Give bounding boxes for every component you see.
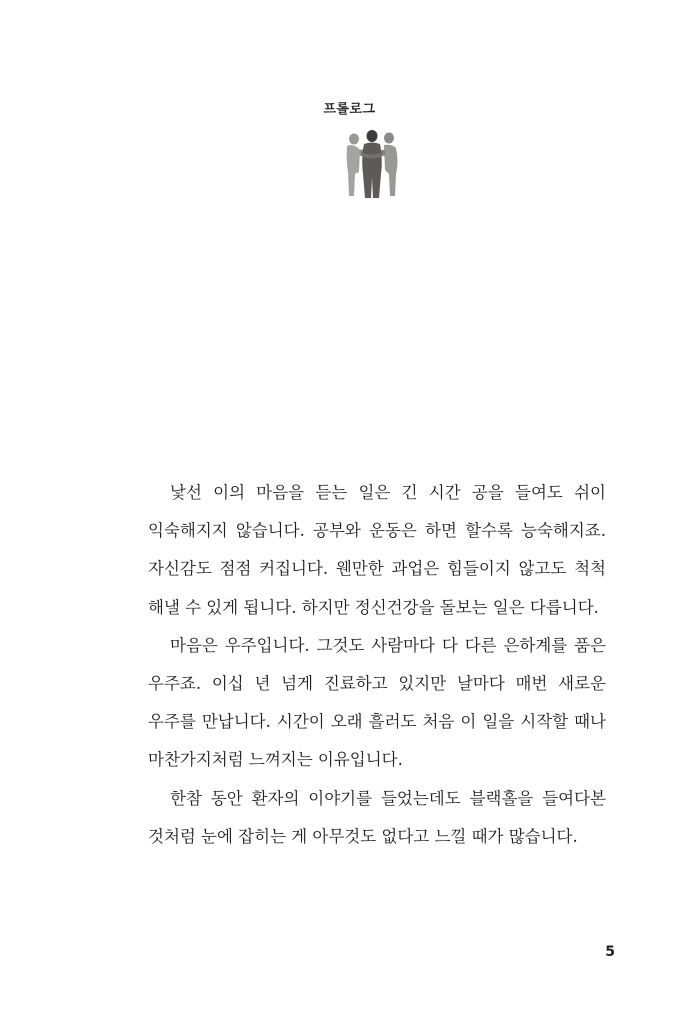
paragraph-1: 낯선 이의 마음을 듣는 일은 긴 시간 공을 들여도 쉬이 익숙해지지 않습니다. 공부와 운동은 하면 할수록 능숙해지죠. 자신감도 점점 커집니다. 웬만한 과업은 힘들이지 않고도 척척 해낼 수 있게 됩니다. 하지만 정신건강을 돌보는 일은 다릅니다. [148, 483, 606, 617]
paragraph-3: 한참 동안 환자의 이야기를 들었는데도 블랙홀을 들여다본 것처럼 눈에 잡히는 게 아무것도 없다고 느낄 때가 많습니다. [148, 788, 606, 846]
paragraph-2: 마음은 우주입니다. 그것도 사람마다 다 다른 은하계를 품은 우주죠. 이십 년 넘게 진료하고 있지만 날마다 매번 새로운 우주를 만납니다. 시간이 오래 흘러도 처음 이 일을 시작할 때나 마찬가지처럼 느껴지는 이유입니다. [148, 635, 606, 770]
page-number: 5 [605, 944, 615, 960]
center-figure [361, 130, 383, 198]
chapter-title: 프롤로그 [323, 102, 376, 117]
embracing-people-illustration [342, 126, 402, 202]
body-text [148, 474, 606, 856]
